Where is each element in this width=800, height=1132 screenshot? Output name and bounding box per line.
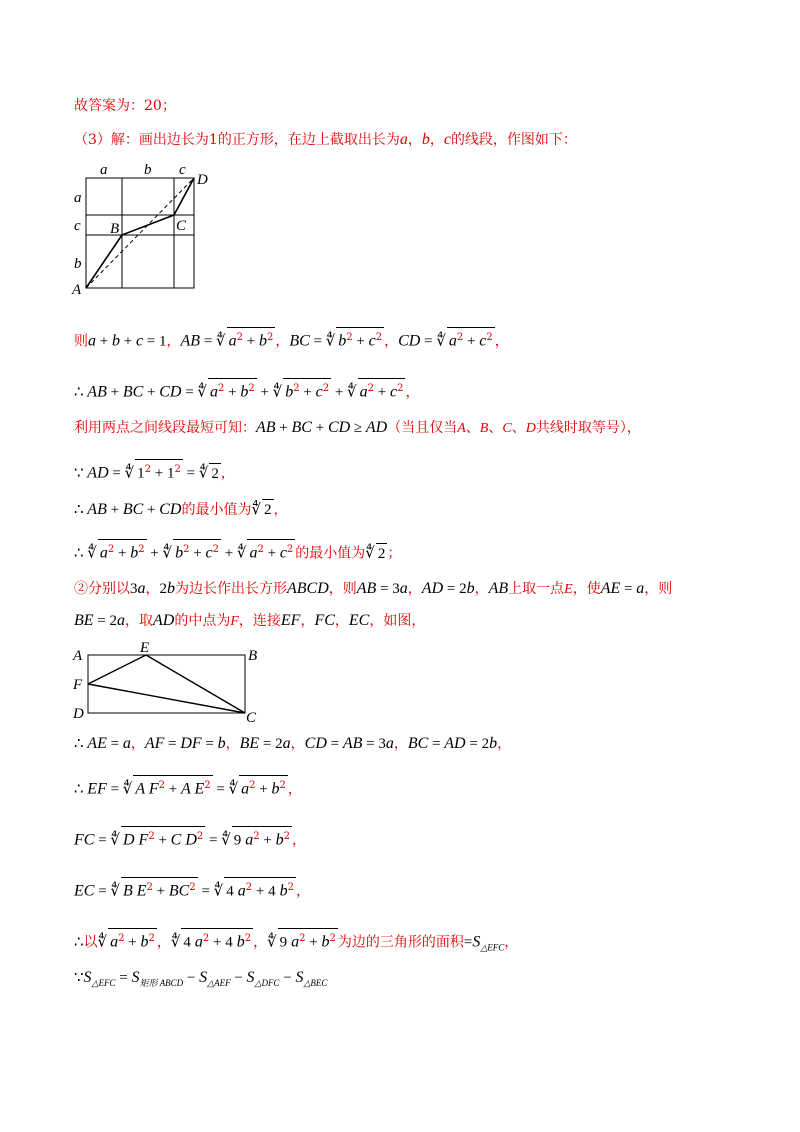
sum-line: ∴ AB + BC + CD = ∜ $a^2 + b^2$ + ∜ $b^2 + c^2$ + ∜ $a^2 + c^2$ ， (74, 378, 419, 403)
fig1-left-c: c (74, 218, 81, 234)
part3-intro: （3）解：画出边长为1的正方形，在边上截取出长为a，b，c的线段，作图如下： (74, 131, 577, 148)
min-line-1: ∴ AB + BC + CD的最小值为∜ 2 ， (74, 501, 288, 518)
part2-intro: ②分别以3a，2b为边长作出长方形ABCD，则AB = 3a，AD = 2b，AB上取一点E，使AE = a，则 (74, 580, 673, 597)
fig1-point-D: D (197, 172, 208, 188)
fig1-top-c: c (179, 162, 186, 178)
fc-line: FC = ∜ D $F^2 + C$ $D^2$ = ∜ 9 $a^2 + b^2$ ， (74, 826, 306, 851)
min-line-2: ∴ ∜ $a^2 + b^2$ + ∜ $b^2 + c^2$ + ∜ $a^2 + c^2$ 的最小值为∜ 2 ； (74, 539, 401, 564)
fig1-left-b: b (74, 256, 82, 272)
fig1-point-B: B (110, 221, 120, 237)
fig2-point-E: E (140, 640, 150, 656)
triangle-area-line: ∴以∜ $a^2 + b^2$ ，∜ 4 $a^2 + 4$ $b^2$ ，∜ 9 $a^2 + b^2$ 为边的三角形的面积$=S_{\triangle EFC}$， (74, 928, 518, 957)
fig2-point-A: A (73, 648, 83, 664)
shortest-line: 利用两点之间线段最短可知：AB + BC + CD ≥ AD（当且仅当A、B、C、D共线时取等号）， (74, 419, 641, 436)
fig1-top-b: b (144, 162, 152, 178)
fig2-point-F: F (73, 677, 83, 693)
relations-line: 则a + b + c = 1，AB = ∜ $a^2 + b^2$ ，BC = ∜ $b^2 + c^2$ ，CD = ∜ $a^2 + c^2$ ， (74, 327, 509, 352)
fig1-point-C: C (176, 218, 187, 234)
area-formula-line: $\because S_{\triangle EFC} = S_{矩形 ABCD} - S_{\triangle AEF} - S_{\triangle DFC} - S_{\triangle BEC}$ (74, 969, 328, 988)
square-figure (70, 160, 230, 300)
answer-line: 故答案为：20； (74, 98, 176, 114)
fig1-point-A: A (72, 282, 82, 298)
rectangle-figure (70, 640, 270, 725)
fig2-point-D: D (73, 706, 84, 722)
fig2-point-C: C (246, 710, 257, 725)
ad-line: ∵ AD = ∜ $1^2 + 1^2$ = ∜ 2 ， (74, 459, 235, 484)
lengths-line: ∴ AE = a，AF = DF = b，BE = 2a，CD = AB = 3a，BC = AD = 2b， (74, 735, 512, 752)
part2-intro-cont: BE = 2a，取AD的中点为F，连接EF，FC，EC，如图， (74, 612, 426, 629)
fig1-left-a: a (74, 190, 82, 206)
fig2-point-B: B (248, 648, 258, 664)
fig1-top-a: a (100, 162, 108, 178)
ec-line: EC = ∜ B $E^2 + BC^2$ = ∜ 4 $a^2 + 4$ $b^2$ ， (74, 877, 310, 902)
ef-line: ∴ EF = ∜ A $F^2 + A$ $E^2$ = ∜ $a^2 + b^2$ ， (74, 775, 302, 800)
